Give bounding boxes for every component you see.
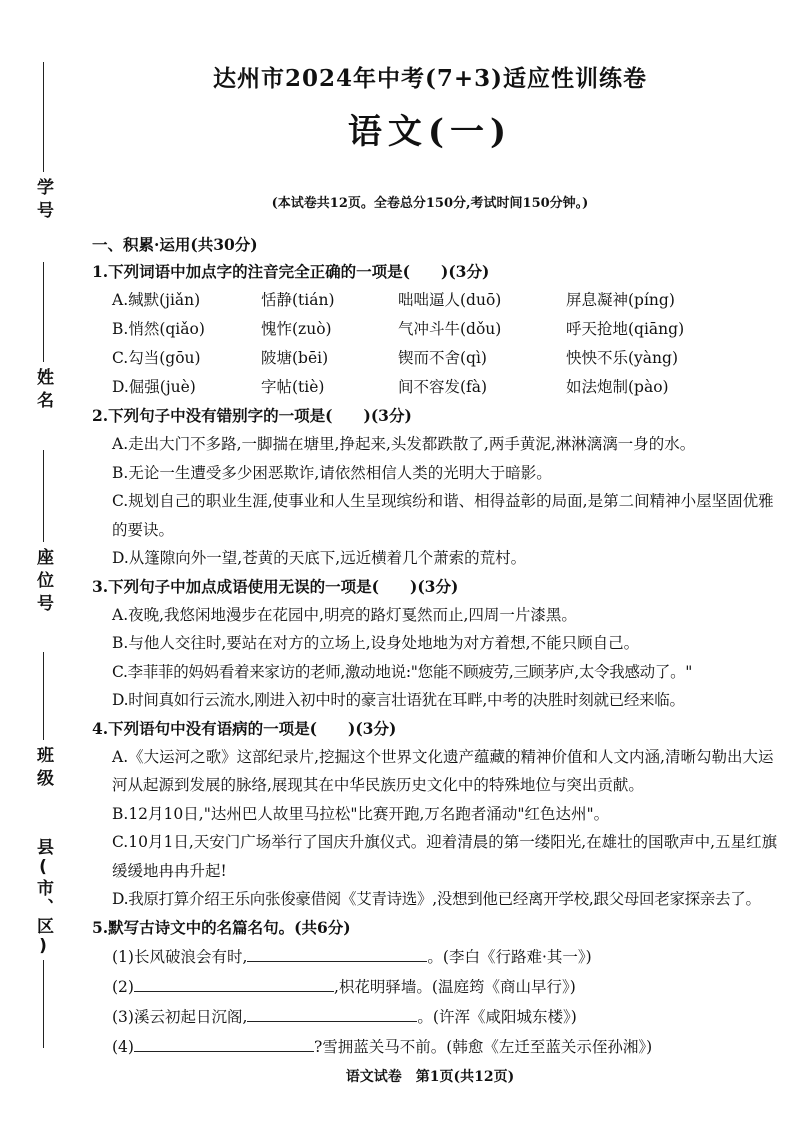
option-c: C.规划自己的职业生涯,使事业和人生呈现缤纷和谐、相得益彰的局面,是第二间精神小屋坚固优雅的要诀。 — [112, 492, 774, 539]
question-3 — [92, 573, 782, 715]
option-d: D.时间真如行云流水,刚进入初中时的豪言壮语犹在耳畔,中考的决胜时刻就已经来临。 — [112, 691, 685, 709]
question-5 — [92, 914, 782, 1062]
word-item: 恬静(tián) — [261, 291, 335, 309]
binding-margin — [0, 0, 80, 1124]
exam-title: 达州市2024年中考(7+3)适应性训练卷 — [212, 65, 648, 92]
word-item: 咄咄逼人(duō) — [398, 291, 502, 309]
fill-prefix: (4) — [112, 1037, 134, 1056]
fill-suffix: 。(李白《行路难·其一》) — [427, 947, 592, 966]
option-d: D.我原打算介绍王乐向张俊豪借阅《艾青诗选》,没想到他已经离开学校,跟父母回老家探亲去了。 — [112, 890, 761, 908]
word-item: C.勾当(gōu) — [112, 349, 201, 367]
exam-content — [92, 232, 782, 1062]
option-row-d — [92, 373, 782, 402]
county-line — [43, 960, 44, 1048]
question-2 — [92, 402, 782, 573]
name-line — [43, 262, 44, 362]
option-b: B.与他人交往时,要站在对方的立场上,设身处地地为对方着想,不能只顾自己。 — [112, 634, 640, 652]
option-a: A.《大运河之歌》这部纪录片,挖掘这个世界文化遗产蕴藏的精神价值和人文内涵,清晰勾勒出大运河从起源到发展的脉络,展现其在中华民族历史文化中的特殊地位与突出贡献。 — [112, 747, 774, 794]
option-c: C.李菲菲的妈妈看着来家访的老师,激动地说:"您能不顾疲劳,三顾茅庐,太令我感动了。" — [112, 662, 693, 681]
word-item: 怏怏不乐(yàng) — [566, 349, 678, 367]
fill-suffix: ?雪拥蓝关马不前。(韩愈《左迁至蓝关示侄孙湘》) — [313, 1037, 653, 1056]
fill-item-3 — [92, 1002, 782, 1032]
student-id-label: 学号 — [33, 178, 53, 224]
fill-item-4 — [92, 1032, 782, 1062]
word-item: 字帖(tiè) — [261, 378, 325, 396]
question-stem: 2.下列句子中没有错别字的一项是( )(3分) — [92, 406, 412, 425]
question-stem: 3.下列句子中加点成语使用无误的一项是( )(3分) — [92, 576, 459, 596]
word-item: 呼天抢地(qiāng) — [566, 320, 685, 338]
word-item: 锲而不舍(qì) — [398, 349, 487, 367]
word-item: D.倔强(juè) — [112, 378, 196, 396]
class-line — [43, 652, 44, 740]
question-stem: 5.默写古诗文中的名篇名句。(共6分) — [92, 917, 351, 937]
word-item: 间不容发(fà) — [398, 378, 488, 396]
fill-item-2 — [92, 972, 782, 1002]
word-item: 气冲斗牛(dǒu) — [398, 320, 502, 338]
word-item: A.缄默(jiǎn) — [112, 291, 201, 309]
fill-suffix: ,枳花明驿墙。(温庭筠《商山早行》) — [333, 977, 576, 996]
fill-prefix: (3)溪云初起日沉阁, — [112, 1007, 248, 1026]
question-1 — [92, 258, 782, 402]
option-a: A.夜晚,我悠闲地漫步在花园中,明亮的路灯戛然而止,四周一片漆黑。 — [112, 605, 577, 624]
student-id-line — [43, 62, 44, 172]
option-row-a — [92, 286, 782, 315]
class-label: 班级 — [33, 746, 53, 792]
seat-label: 座位号 — [33, 548, 53, 617]
subject-title: 语文(一) — [347, 112, 513, 152]
page-footer: 语文试卷 第1页(共12页) — [345, 1069, 515, 1085]
option-b: B.12月10日,"达州巴人故里马拉松"比赛开跑,万名跑者涌动"红色达州"。 — [112, 804, 610, 823]
word-item: B.悄然(qiǎo) — [112, 320, 205, 338]
question-stem: 1.下列词语中加点字的注音完全正确的一项是( )(3分) — [92, 262, 490, 281]
word-item: 愧怍(zuò) — [261, 320, 332, 338]
fill-item-1 — [92, 942, 782, 972]
exam-info: (本试卷共12页。全卷总分150分,考试时间150分钟。) — [271, 196, 589, 211]
fill-prefix: (1)长风破浪会有时, — [112, 947, 248, 966]
name-label: 姓名 — [33, 368, 53, 414]
option-row-b — [92, 315, 782, 344]
option-c: C.10月1日,天安门广场举行了国庆升旗仪式。迎着清晨的第一缕阳光,在雄壮的国歌声中,五星红旗缓缓地冉冉升起! — [112, 833, 778, 880]
option-a: A.走出大门不多路,一脚揣在塘里,挣起来,头发都跌散了,两手黄泥,淋淋漓漓一身的水。 — [112, 435, 696, 453]
option-d: D.从篷隙向外一望,苍黄的天底下,远近横着几个萧索的荒村。 — [112, 549, 527, 567]
word-item: 如法炮制(pào) — [566, 378, 669, 396]
option-b: B.无论一生遭受多少困恶欺诈,请依然相信人类的光明大于暗影。 — [112, 463, 552, 482]
word-item: 屏息凝神(píng) — [566, 291, 675, 309]
section-title: 一、积累·运用(共30分) — [92, 235, 258, 254]
answer-blank[interactable] — [134, 1033, 314, 1052]
fill-prefix: (2) — [112, 977, 134, 996]
question-stem: 4.下列语句中没有语病的一项是( )(3分) — [92, 718, 397, 738]
answer-blank[interactable] — [247, 1003, 417, 1022]
word-item: 陂塘(bēi) — [261, 349, 329, 367]
question-4 — [92, 715, 782, 914]
option-row-c — [92, 344, 782, 373]
fill-suffix: 。(许浑《咸阳城东楼》) — [417, 1007, 577, 1026]
answer-blank[interactable] — [134, 973, 334, 992]
seat-line — [43, 450, 44, 542]
county-label: 县(市、区) — [33, 838, 53, 958]
answer-blank[interactable] — [247, 943, 427, 962]
